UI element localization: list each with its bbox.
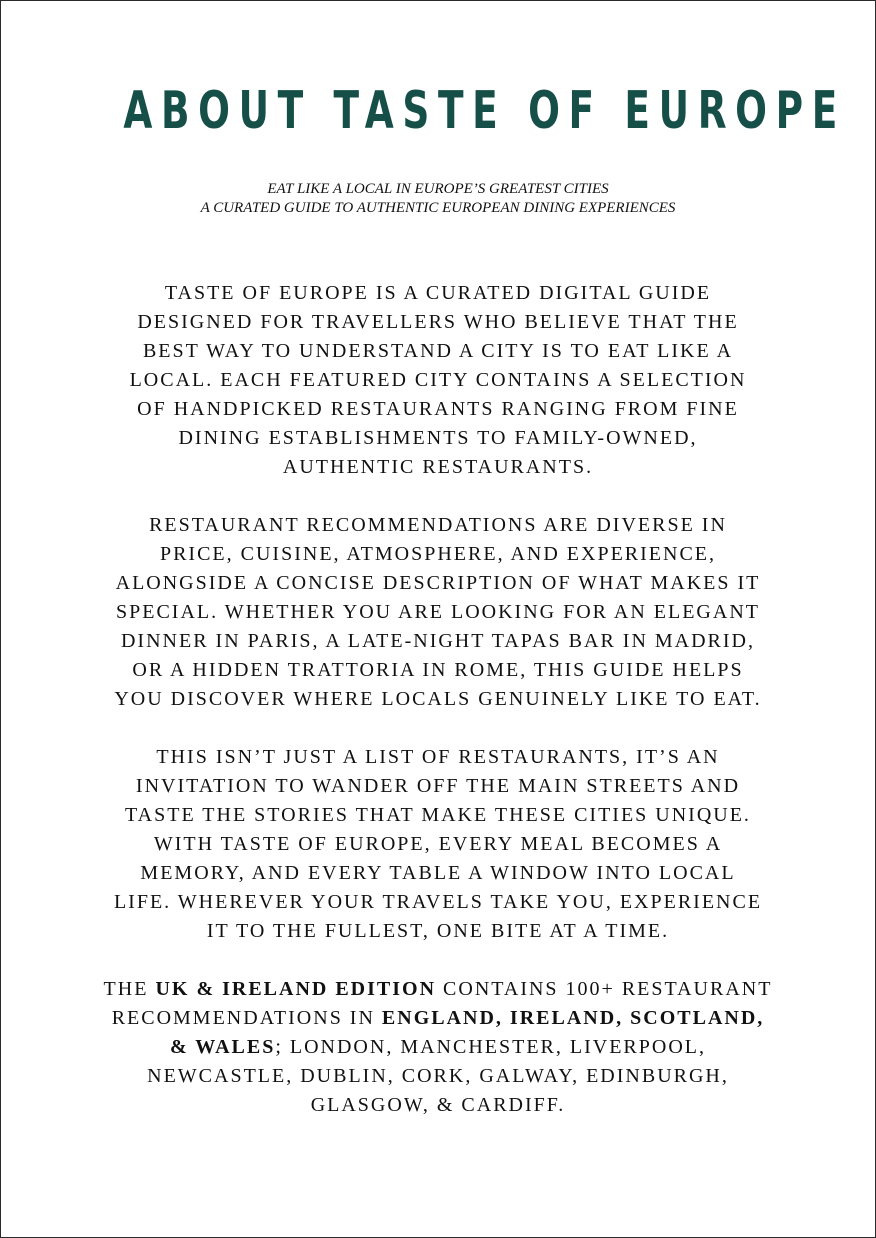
- page-title: ABOUT TASTE OF EUROPE: [123, 81, 846, 141]
- text-line: OR A HIDDEN TRATTORIA IN ROME, THIS GUIDE HELPS: [132, 659, 744, 681]
- paragraph-invitation: [61, 743, 815, 946]
- text-run: CONTAINS 100+ RESTAURANT: [436, 978, 773, 1000]
- text-line: PRICE, CUISINE, ATMOSPHERE, AND EXPERIENCE,: [159, 543, 717, 565]
- subtitle-block: [1, 180, 875, 218]
- subtitle-line: EAT LIKE A LOCAL IN EUROPE’S GREATEST CITIES: [267, 181, 609, 197]
- text-line: MEMORY, AND EVERY TABLE A WINDOW INTO LOCAL: [140, 862, 736, 884]
- paragraph-intro: [61, 279, 815, 482]
- text-line: OF HANDPICKED RESTAURANTS RANGING FROM FINE: [137, 398, 739, 420]
- text-line: [61, 1004, 815, 1033]
- text-line: NEWCASTLE, DUBLIN, CORK, GALWAY, EDINBURGH,: [147, 1065, 729, 1087]
- text-line: SPECIAL. WHETHER YOU ARE LOOKING FOR AN ELEGANT: [116, 601, 760, 623]
- text-run: RECOMMENDATIONS IN: [111, 1007, 382, 1029]
- text-line: RESTAURANT RECOMMENDATIONS ARE DIVERSE IN: [149, 514, 727, 536]
- text-line: AUTHENTIC RESTAURANTS.: [282, 456, 594, 478]
- text-line: ALONGSIDE A CONCISE DESCRIPTION OF WHAT MAKES IT: [115, 572, 761, 594]
- text-run: THE: [103, 978, 156, 1000]
- text-line: [61, 1033, 815, 1062]
- text-line: [61, 975, 815, 1004]
- text-line: THIS ISN’T JUST A LIST OF RESTAURANTS, IT’S AN: [156, 746, 720, 768]
- body-text: [61, 279, 815, 1120]
- countries-list: ENGLAND, IRELAND, SCOTLAND,: [381, 1007, 765, 1029]
- text-line: DESIGNED FOR TRAVELLERS WHO BELIEVE THAT THE: [137, 311, 739, 333]
- text-line: BEST WAY TO UNDERSTAND A CITY IS TO EAT LIKE A: [142, 340, 734, 362]
- text-line: GLASGOW, & CARDIFF.: [310, 1094, 566, 1116]
- paragraph-edition: [61, 975, 815, 1120]
- text-line: DINNER IN PARIS, A LATE-NIGHT TAPAS BAR IN MADRID,: [120, 630, 755, 652]
- text-line: WITH TASTE OF EUROPE, EVERY MEAL BECOMES A: [153, 833, 723, 855]
- text-line: IT TO THE FULLEST, ONE BITE AT A TIME.: [206, 920, 670, 942]
- text-line: DINING ESTABLISHMENTS TO FAMILY-OWNED,: [178, 427, 698, 449]
- countries-list-end: & WALES: [170, 1036, 276, 1058]
- text-line: TASTE OF EUROPE IS A CURATED DIGITAL GUIDE: [164, 282, 712, 304]
- text-run: ; LONDON, MANCHESTER, LIVERPOOL,: [275, 1036, 706, 1058]
- text-line: LIFE. WHEREVER YOUR TRAVELS TAKE YOU, EXPERIENCE: [113, 891, 763, 913]
- text-line: YOU DISCOVER WHERE LOCALS GENUINELY LIKE TO EAT.: [114, 688, 762, 710]
- paragraph-recommendations: [61, 511, 815, 714]
- text-line: INVITATION TO WANDER OFF THE MAIN STREETS AND: [135, 775, 741, 797]
- edition-name: UK & IRELAND EDITION: [155, 978, 437, 1000]
- text-line: TASTE THE STORIES THAT MAKE THESE CITIES UNIQUE.: [125, 804, 751, 826]
- text-line: LOCAL. EACH FEATURED CITY CONTAINS A SELECTION: [129, 369, 747, 391]
- subtitle-line: A CURATED GUIDE TO AUTHENTIC EUROPEAN DINING EXPERIENCES: [200, 200, 676, 216]
